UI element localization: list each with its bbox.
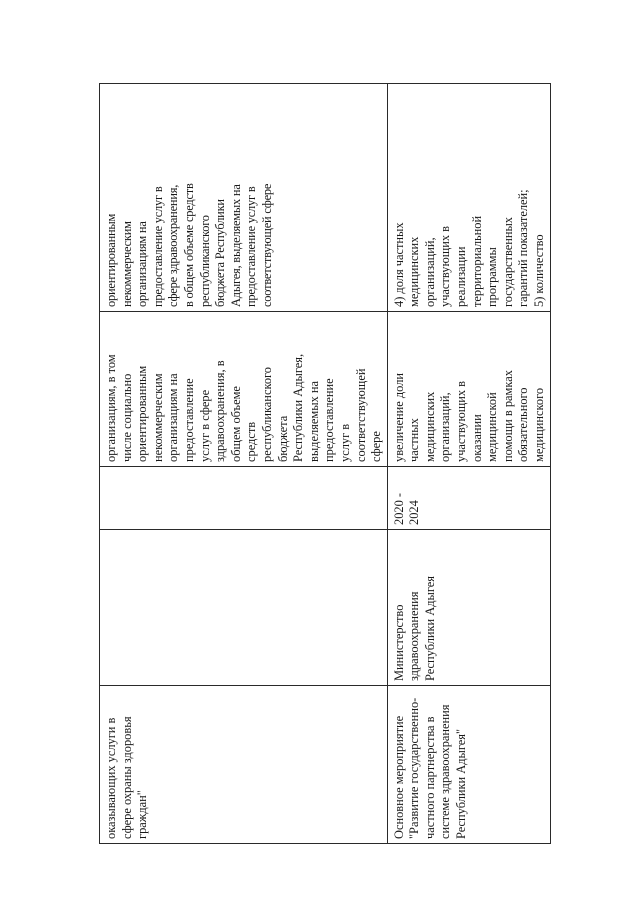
cell-activity-continued: оказывающих услуги в сфере охраны здоровья граждан" <box>100 686 388 844</box>
table-row <box>100 84 388 844</box>
cell-main-activity: Основное мероприятие "Развитие государственно- частного партнерства в системе здравоохранения Республики Адыгея" <box>387 686 550 844</box>
cell-executor: Министерство здравоохранения Республики Адыгея <box>387 530 550 686</box>
rotated-page <box>99 84 547 844</box>
cell-period-empty <box>100 467 388 530</box>
cell-period: 2020 - 2024 <box>387 467 550 530</box>
table-row <box>387 84 550 844</box>
program-table <box>99 83 551 844</box>
cell-result-continued: организациям, в том числе социально ориентированным некоммерческим организациям на предоставление услуг в сфере здравоохранения, в общем объеме средств республиканского бюджета Республики Адыгея, выделяемых на предоставление услуг в соответствующей сфере <box>100 312 388 467</box>
cell-indicator-continued: ориентированным некоммерческим организациям на предоставление услуг в сфере здравоохранения, в общем объеме средств республиканского бюджета Республики Адыгея, выделяемых на предоставление услуг в соответствующей сфере <box>100 84 388 312</box>
cell-indicators: 4) доля частных медицинских организаций, участвующих в реализации территориальной программы государственных гарантий показателей; 5) количество <box>387 84 550 312</box>
cell-executor-empty <box>100 530 388 686</box>
cell-expected-result: увеличение доли частных медицинских организаций, участвующих в оказании медицинской помощи в рамках обязательного медицинского <box>387 312 550 467</box>
